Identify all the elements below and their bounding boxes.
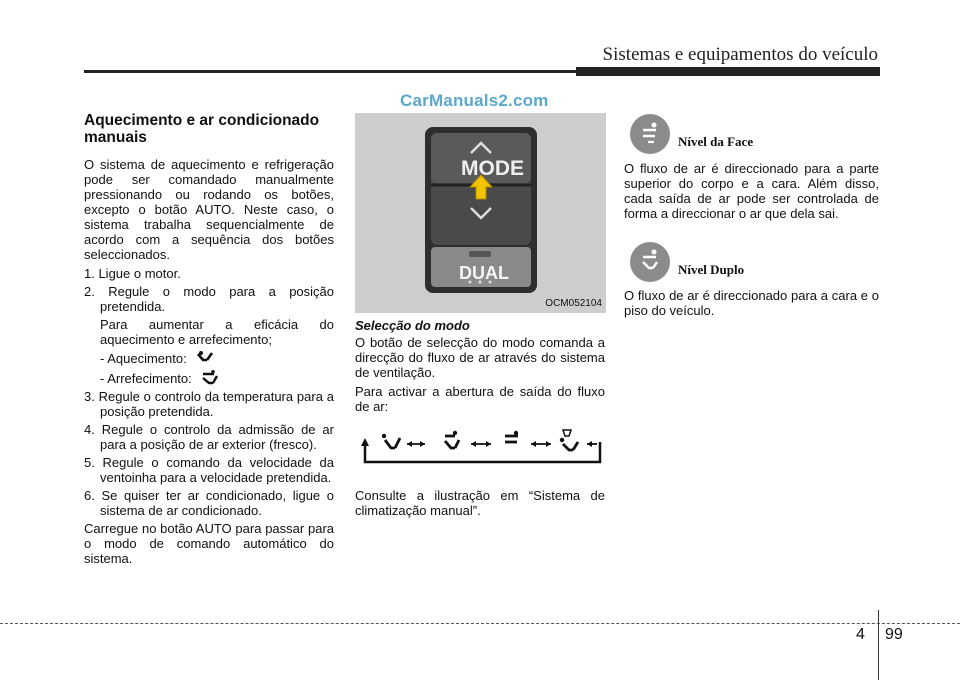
cooling-line [84,370,334,387]
intro-paragraph: O sistema de aquecimento e refrigeração pode ser comandado manualmente pressionando ou rodando os botões, excepto o botão AUTO. Neste caso, o sistema trabalha sequencialmente de acordo com a sequência dos botões seleccionados. [84,157,334,262]
mode-sequence-diagram [355,424,607,470]
face-vent-icon [630,114,670,154]
dual-level-title: Nível Duplo [678,262,745,277]
airflow-paragraph: Para activar a abertura de saída do fluxo de ar: [355,384,605,414]
face-level-badge [630,114,670,154]
heating-label: - Aquecimento: [100,351,187,366]
left-column [84,112,334,566]
face-level-title: Nível da Face [678,134,754,149]
mode-dual-panel-photo [355,113,606,313]
image-code: OCM052104 [545,298,602,309]
section-title: Sistemas e equipamentos do veículo [602,44,878,65]
mode-subheading: Selecção do modo [355,318,470,333]
dual-button: DUAL [459,263,509,283]
bi-level-vent-icon [201,370,219,389]
cooling-label: - Arrefecimento: [100,370,192,386]
heating-line [84,351,334,368]
step-6: 6. Se quiser ter ar condicionado, ligue o sistema de ar condicionado. [84,488,334,518]
page-number: 99 [885,626,903,643]
dual-level-badge [630,242,670,282]
step-5: 5. Regule o comando da velocidade da ventoinha para a velocidade pretendida. [84,455,334,485]
reference-paragraph: Consulte a ilustração em “Sistema de climatização manual”. [355,488,605,518]
face-level-text: O fluxo de ar é direccionado para a parte superior do corpo e a cara. Além disso, cada saída de ar pode ser controlada de forma a direccionar o ar que dela sai. [624,161,879,221]
chapter-number: 4 [856,626,865,643]
header-tab [576,67,880,76]
middle-column [355,318,605,414]
step-1: 1. Ligue o motor. [84,266,181,281]
efficiency-note: Para aumentar a eficácia do aquecimento e arrefecimento; [100,317,334,347]
footer-rule [0,623,960,624]
mode-paragraph: O botão de selecção do modo comanda a direcção do fluxo de ar através do sistema de ventilação. [355,335,605,380]
step-4: 4. Regule o controlo da admissão de ar para a posição de ar exterior (fresco). [84,422,334,452]
closing-paragraph: Carregue no botão AUTO para passar para o modo de comando automático do sistema. [84,521,334,566]
dual-level-text: O fluxo de ar é direccionado para a cara e o piso do veículo. [624,288,879,318]
mode-button: MODE [461,157,524,180]
step-2: 2. Regule o modo para a posição pretendida. [84,284,334,314]
floor-vent-icon [196,351,214,368]
footer-divider [878,610,879,680]
step-3: 3. Regule o controlo da temperatura para a posição pretendida. [84,389,334,419]
bi-level-badge-icon [630,242,670,282]
section-heading: Aquecimento e ar condicionado manuais [84,112,320,146]
watermark: CarManuals2.com [400,91,549,110]
